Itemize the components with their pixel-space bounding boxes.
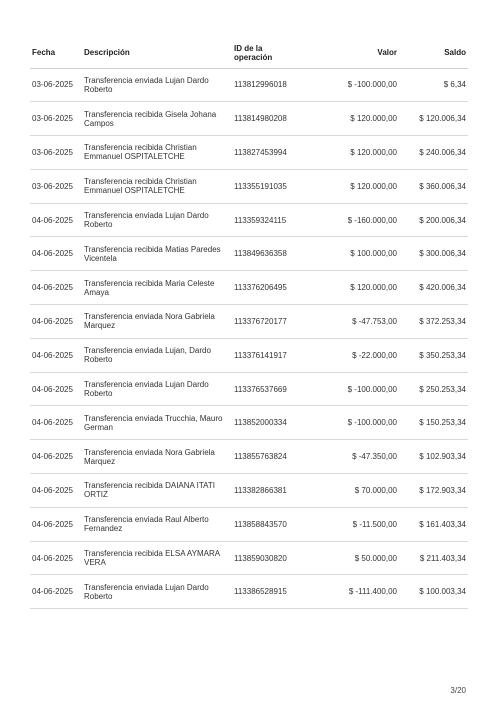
- row-operation-id: 113376720177: [232, 305, 324, 339]
- row-operation-id: 113376537669: [232, 372, 324, 406]
- row-description: Transferencia enviada Trucchia, Mauro German: [82, 406, 232, 440]
- table-row: [30, 203, 468, 237]
- row-balance: $ 420.006,34: [399, 271, 468, 305]
- table-row: [30, 474, 468, 508]
- row-operation-id: 113859030820: [232, 541, 324, 575]
- row-operation-id: 113814980208: [232, 102, 324, 136]
- row-balance: $ 240.006,34: [399, 136, 468, 170]
- row-date: 04-06-2025: [30, 440, 82, 474]
- row-balance: $ 372.253,34: [399, 305, 468, 339]
- row-operation-id: 113376141917: [232, 338, 324, 372]
- table-row: [30, 271, 468, 305]
- row-description: Transferencia enviada Lujan Dardo Roberto: [82, 372, 232, 406]
- table-row: [30, 440, 468, 474]
- header-saldo: Saldo: [399, 38, 468, 68]
- row-description: Transferencia recibida Matias Paredes Vicentela: [82, 237, 232, 271]
- row-date: 03-06-2025: [30, 169, 82, 203]
- header-valor: Valor: [324, 38, 399, 68]
- table-row: [30, 305, 468, 339]
- row-date: 04-06-2025: [30, 271, 82, 305]
- row-operation-id: 113855763824: [232, 440, 324, 474]
- row-amount: $ -11.500,00: [324, 507, 399, 541]
- table-row: [30, 169, 468, 203]
- table-row: [30, 237, 468, 271]
- page-number: 3/20: [450, 686, 466, 695]
- row-date: 04-06-2025: [30, 203, 82, 237]
- row-description: Transferencia recibida Maria Celeste Amaya: [82, 271, 232, 305]
- row-balance: $ 161.403,34: [399, 507, 468, 541]
- header-id-operacion: ID de la operación: [232, 38, 324, 68]
- row-description: Transferencia enviada Lujan Dardo Roberto: [82, 203, 232, 237]
- row-description: Transferencia recibida ELSA AYMARA VERA: [82, 541, 232, 575]
- table-row: [30, 406, 468, 440]
- header-descripcion: Descripción: [82, 38, 232, 68]
- table-row: [30, 102, 468, 136]
- row-amount: $ -100.000,00: [324, 68, 399, 102]
- table-header-row: [30, 38, 468, 68]
- row-date: 04-06-2025: [30, 507, 82, 541]
- row-date: 03-06-2025: [30, 136, 82, 170]
- row-date: 04-06-2025: [30, 372, 82, 406]
- row-balance: $ 150.253,34: [399, 406, 468, 440]
- row-date: 04-06-2025: [30, 575, 82, 609]
- row-balance: $ 200.006,34: [399, 203, 468, 237]
- row-description: Transferencia recibida Christian Emmanuel OSPITALETCHE: [82, 169, 232, 203]
- transactions-table: [30, 38, 468, 609]
- row-balance: $ 300.006,34: [399, 237, 468, 271]
- row-amount: $ 120.000,00: [324, 169, 399, 203]
- row-balance: $ 360.006,34: [399, 169, 468, 203]
- row-amount: $ 120.000,00: [324, 136, 399, 170]
- row-balance: $ 102.903,34: [399, 440, 468, 474]
- row-description: Transferencia enviada Nora Gabriela Marquez: [82, 305, 232, 339]
- row-description: Transferencia recibida DAIANA ITATI ORTIZ: [82, 474, 232, 508]
- row-balance: $ 100.003,34: [399, 575, 468, 609]
- row-balance: $ 120.006,34: [399, 102, 468, 136]
- row-amount: $ 50.000,00: [324, 541, 399, 575]
- table-row: [30, 372, 468, 406]
- row-balance: $ 250.253,34: [399, 372, 468, 406]
- row-amount: $ -47.753,00: [324, 305, 399, 339]
- row-date: 04-06-2025: [30, 406, 82, 440]
- row-balance: $ 172.903,34: [399, 474, 468, 508]
- row-operation-id: 113827453994: [232, 136, 324, 170]
- row-operation-id: 113355191035: [232, 169, 324, 203]
- row-amount: $ -22.000,00: [324, 338, 399, 372]
- row-operation-id: 113849636358: [232, 237, 324, 271]
- row-description: Transferencia recibida Christian Emmanuel OSPITALETCHE: [82, 136, 232, 170]
- row-date: 04-06-2025: [30, 474, 82, 508]
- row-operation-id: 113858843570: [232, 507, 324, 541]
- row-operation-id: 113852000334: [232, 406, 324, 440]
- row-amount: $ -100.000,00: [324, 406, 399, 440]
- row-amount: $ -47.350,00: [324, 440, 399, 474]
- row-date: 04-06-2025: [30, 237, 82, 271]
- row-description: Transferencia enviada Lujan Dardo Roberto: [82, 68, 232, 102]
- row-operation-id: 113382866381: [232, 474, 324, 508]
- header-fecha: Fecha: [30, 38, 82, 68]
- row-amount: $ 120.000,00: [324, 102, 399, 136]
- row-description: Transferencia enviada Lujan, Dardo Roberto: [82, 338, 232, 372]
- row-balance: $ 211.403,34: [399, 541, 468, 575]
- row-balance: $ 6,34: [399, 68, 468, 102]
- row-amount: $ -100.000,00: [324, 372, 399, 406]
- row-operation-id: 113812996018: [232, 68, 324, 102]
- row-operation-id: 113359324115: [232, 203, 324, 237]
- row-date: 03-06-2025: [30, 68, 82, 102]
- row-amount: $ -111.400,00: [324, 575, 399, 609]
- row-amount: $ 70.000,00: [324, 474, 399, 508]
- row-description: Transferencia enviada Lujan Dardo Roberto: [82, 575, 232, 609]
- row-date: 03-06-2025: [30, 102, 82, 136]
- row-balance: $ 350.253,34: [399, 338, 468, 372]
- row-amount: $ 100.000,00: [324, 237, 399, 271]
- table-row: [30, 68, 468, 102]
- row-amount: $ 120.000,00: [324, 271, 399, 305]
- table-row: [30, 507, 468, 541]
- table-row: [30, 136, 468, 170]
- row-date: 04-06-2025: [30, 541, 82, 575]
- row-description: Transferencia enviada Nora Gabriela Marquez: [82, 440, 232, 474]
- transactions-body: [30, 68, 468, 609]
- table-row: [30, 575, 468, 609]
- row-amount: $ -160.000,00: [324, 203, 399, 237]
- row-date: 04-06-2025: [30, 305, 82, 339]
- table-row: [30, 338, 468, 372]
- row-operation-id: 113386528915: [232, 575, 324, 609]
- row-operation-id: 113376206495: [232, 271, 324, 305]
- row-date: 04-06-2025: [30, 338, 82, 372]
- row-description: Transferencia recibida Gisela Johana Campos: [82, 102, 232, 136]
- table-row: [30, 541, 468, 575]
- row-description: Transferencia enviada Raul Alberto Fernandez: [82, 507, 232, 541]
